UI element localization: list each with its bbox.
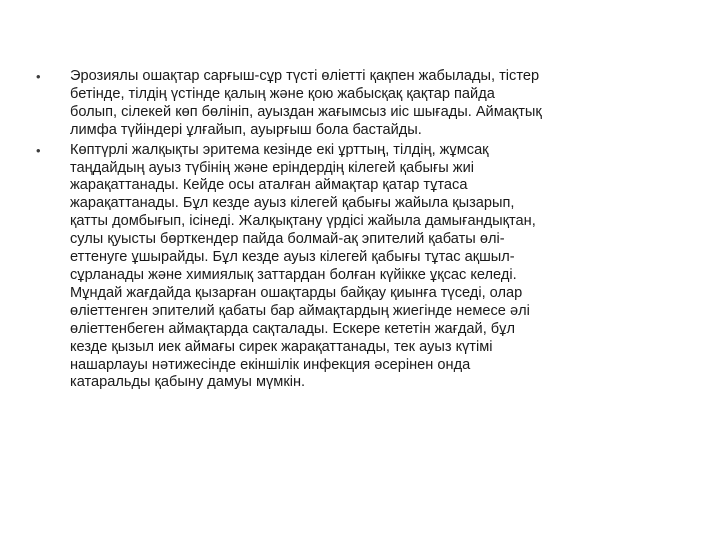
bullet-list [36,68,686,394]
bullet-text: Эрозиялы ошақтар сарғыш-сұр түсті өліетті қақпен жабылады, тістер бетінде, тілдің үстінде қалың және қою жабысқақ қақтар пайда болып, сілекей көп бөлініп, ауыздан жағымсыз иіс шығады. Аймақтық лимфа түйіндері ұлғайып, ауырғыш бола бастайды. [70,68,542,138]
bullet-dot-icon: • [36,142,41,158]
bullet-item [36,68,686,140]
bullet-dot-icon: • [36,69,41,84]
bullet-text: Көптүрлі жалқықты эритема кезінде екі ұрттың, тілдің, жұмсақ таңдайдың ауыз түбінің және еріндердің кілегей қабығы жиі жарақаттанады. Кейде осы аталған аймақтар қатар тұтаса жарақаттанады. Бұл кезде ауыз кілегей қабығы жайыла қызарып, қатты домбығып, ісінеді. Жалқықтану үрдісі жайыла дамығандықтан, сулы қуысты бөрткендер пайда болмай-ақ эпителий қабаты өлі- еттенуге ұшырайды. Бұл кезде ауыз кілегей қабығы тұтас ақшыл- сұрланады және химиялық заттардан болған күйікке ұқсас келеді. Мұндай жағдайда қызарған ошақтарды байқау қиынға түседі, олар өліеттенген эпителий қабаты бар аймақтардың жиегінде немесе әлі өліеттенбеген аймақтарда сақталады. Ескере кететін жағдай, бұл кезде қызыл иек аймағы сирек жарақаттанады, тек ауыз күтімі нашарлауы нәтижесінде екіншілік инфекция әсерінен онда катаральды қабыну дамуы мүмкін. [70,141,536,391]
bullet-item [36,142,686,393]
